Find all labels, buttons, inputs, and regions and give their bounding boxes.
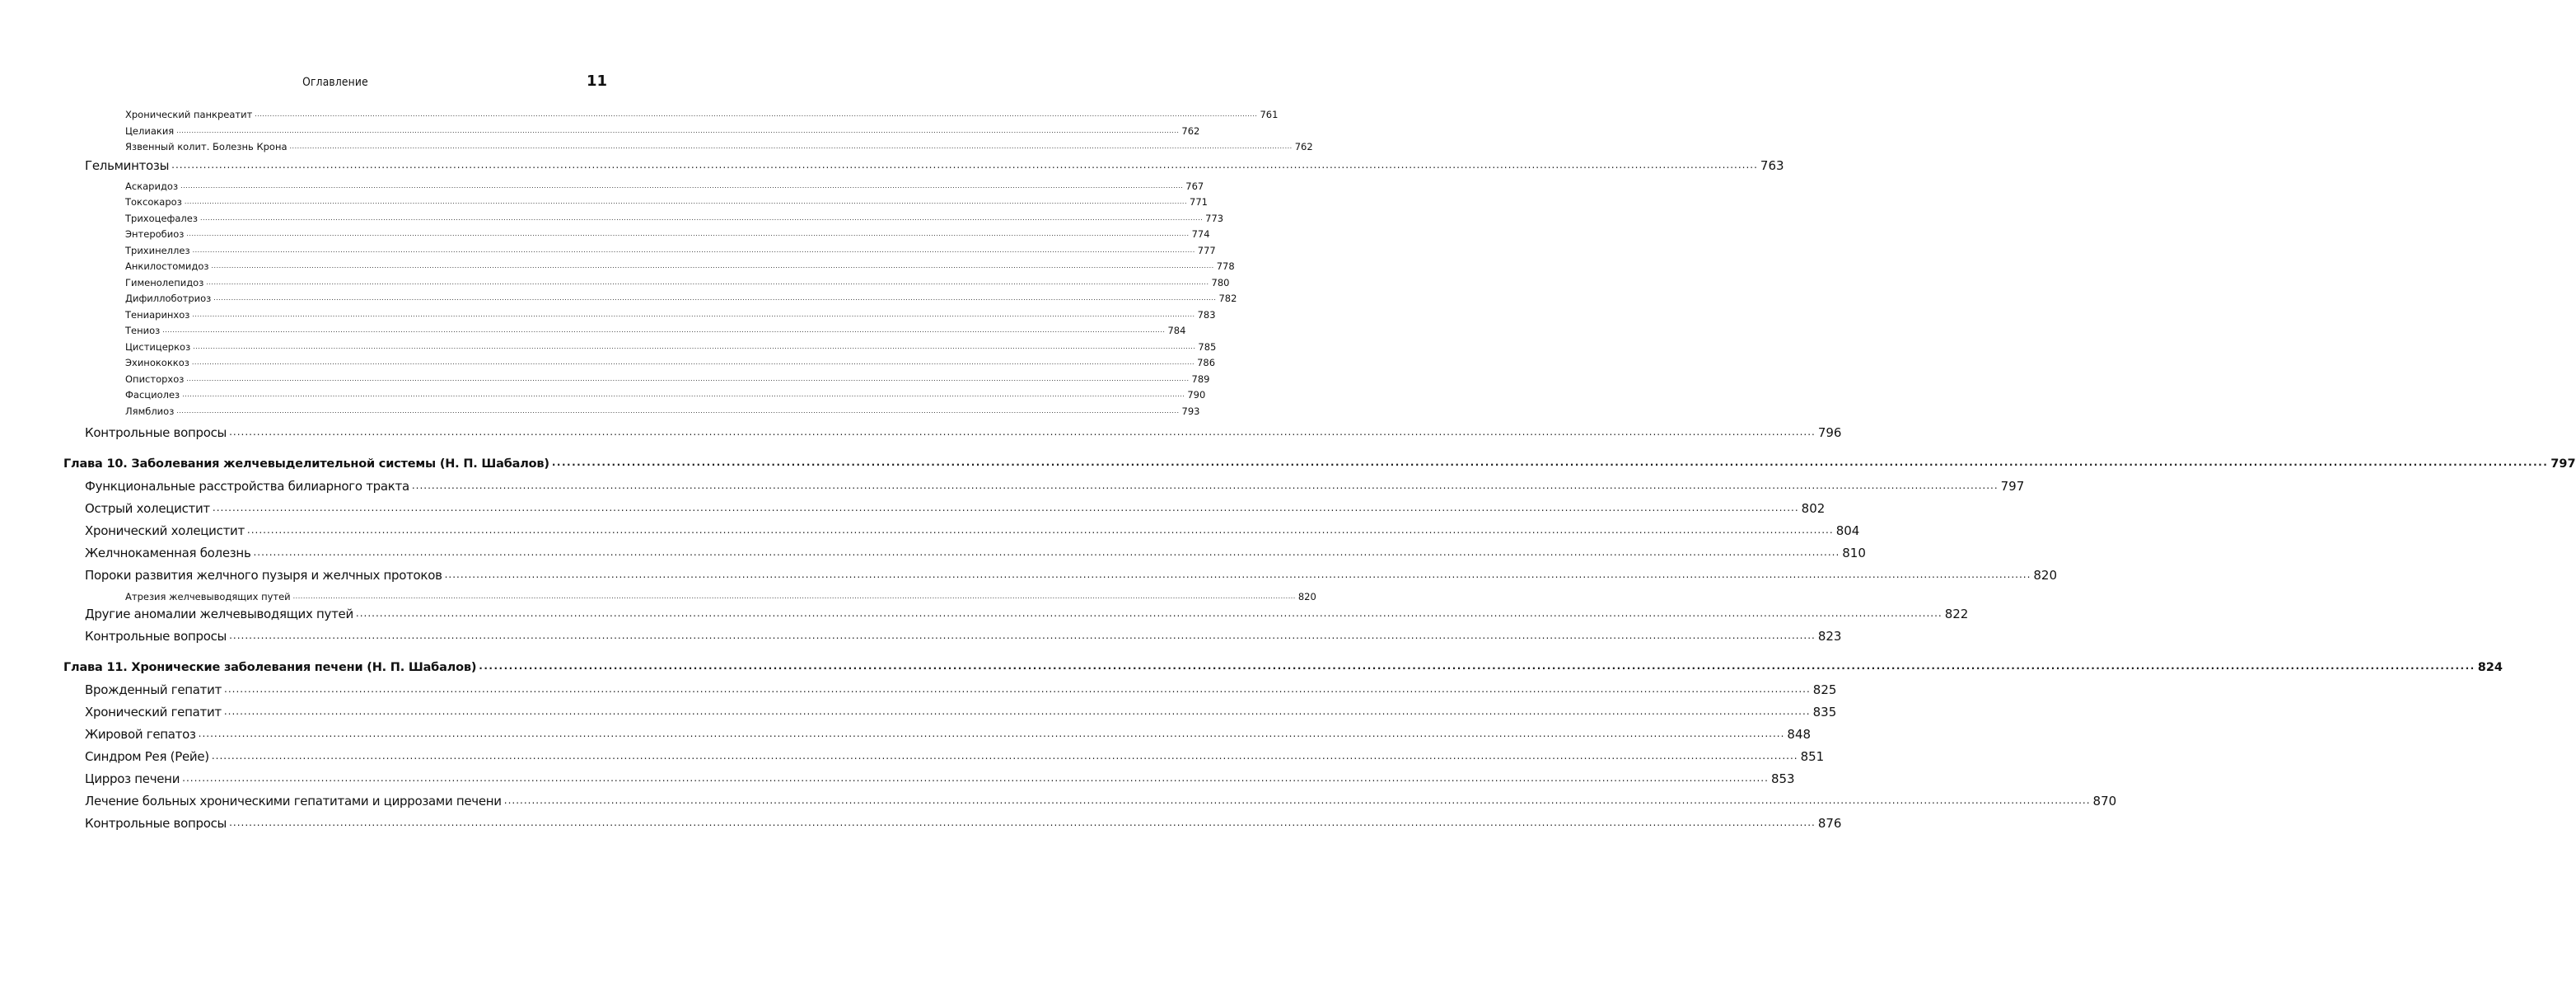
toc-entry-title: Контрольные вопросы [85,816,227,831]
toc-entry-page: 785 [1198,341,1217,353]
toc-entry [85,626,1842,644]
toc-entry-title: Желчнокаменная болезнь [85,546,251,560]
toc-entry [85,476,2025,494]
dot-leader: ................................................................................................................................................................................................................................................................................................................................................................................................................ [551,457,2549,468]
dot-leader: ................................................................................................................................................................................................................................................................................................................................................................................................................ [212,502,1799,513]
dot-leader: ................................................................................................................................................................................................................................................................................................................................................................................................................ [186,230,1190,237]
dot-leader: ................................................................................................................................................................................................................................................................................................................................................................................................................ [184,198,1187,205]
toc-entry-title: Язвенный колит. Болезнь Крона [125,141,288,152]
toc-entry-title: Лечение больных хроническими гепатитами и циррозами печени [85,794,502,809]
toc-entry [125,306,1216,321]
toc-entry-title: Другие аномалии желчевыводящих путей [85,607,353,621]
toc-entry [125,225,1210,240]
toc-entry-title: Трихинеллез [125,245,190,256]
toc-entry [85,422,1842,440]
toc-entry-page: 796 [1817,425,1842,440]
dot-leader: ................................................................................................................................................................................................................................................................................................................................................................................................................ [224,683,1811,695]
dot-leader: ................................................................................................................................................................................................................................................................................................................................................................................................................ [411,480,1999,491]
toc-entry-page: 797 [2000,479,2025,494]
toc-entry-title: Цистицеркоз [125,341,191,353]
toc-entry-title: Эхинококкоз [125,357,189,368]
toc-entry-page: 876 [1817,816,1842,831]
dot-leader: ................................................................................................................................................................................................................................................................................................................................................................................................................ [229,817,1816,828]
dot-leader: ................................................................................................................................................................................................................................................................................................................................................................................................................ [206,279,1209,286]
toc-entry-page: 773 [1205,213,1224,224]
dot-leader: ................................................................................................................................................................................................................................................................................................................................................................................................................ [289,143,1293,150]
toc-entry-title: Гельминтозы [85,158,170,173]
toc-entry [125,588,1316,602]
dot-leader: ................................................................................................................................................................................................................................................................................................................................................................................................................ [246,524,1834,536]
dot-leader: ................................................................................................................................................................................................................................................................................................................................................................................................................ [180,182,1184,190]
toc-entry-page: 784 [1167,325,1186,336]
toc-entry-page: 774 [1191,228,1210,240]
toc-entry-page: 782 [1218,293,1237,304]
toc-entry-title: Хронический панкреатит [125,109,253,120]
dot-leader: ................................................................................................................................................................................................................................................................................................................................................................................................................ [211,750,1798,762]
dot-leader: ................................................................................................................................................................................................................................................................................................................................................................................................................ [162,326,1166,334]
dot-leader: ................................................................................................................................................................................................................................................................................................................................................................................................................ [182,391,1185,398]
dot-leader: ................................................................................................................................................................................................................................................................................................................................................................................................................ [192,246,1195,254]
toc-entry-page: 783 [1197,309,1216,321]
toc-entry [85,603,1969,621]
toc-entry-page: 820 [1297,591,1316,602]
toc-entry-title: Хронический гепатит [85,705,222,719]
toc-entry [85,565,2058,583]
dot-leader: ................................................................................................................................................................................................................................................................................................................................................................................................................ [176,407,1180,415]
toc-entry [85,790,2117,809]
dot-leader: ................................................................................................................................................................................................................................................................................................................................................................................................................ [292,593,1296,600]
dot-leader: ................................................................................................................................................................................................................................................................................................................................................................................................................ [253,546,1840,558]
toc-chapter-entry [63,452,2576,471]
dot-leader: ................................................................................................................................................................................................................................................................................................................................................................................................................ [186,375,1190,382]
toc-entry [125,177,1204,192]
toc-entry [125,209,1224,224]
toc-entry-page: 853 [1770,771,1795,786]
toc-entry-page: 810 [1842,546,1866,560]
dot-leader: ................................................................................................................................................................................................................................................................................................................................................................................................................ [479,660,2475,672]
toc-entry [85,520,1860,538]
toc-entry [125,386,1206,401]
toc-entry [85,498,1826,516]
toc-entry-title: Трихоцефалез [125,213,198,224]
toc-entry-page: 824 [2477,661,2503,674]
dot-leader: ................................................................................................................................................................................................................................................................................................................................................................................................................ [444,569,2031,580]
toc-entry-title: Гименолепидоз [125,277,204,288]
toc-entry-page: 797 [2550,457,2576,471]
toc-entry-title: Функциональные расстройства билиарного тракта [85,479,409,494]
toc-entry-page: 771 [1190,196,1208,208]
page-header [63,73,607,92]
toc-entry-title: Контрольные вопросы [85,629,227,644]
toc-entry [125,338,1217,353]
dot-leader: ................................................................................................................................................................................................................................................................................................................................................................................................................ [211,262,1214,270]
toc-entry [125,257,1235,272]
toc-entry-page: 762 [1181,125,1200,137]
dot-leader: ................................................................................................................................................................................................................................................................................................................................................................................................................ [355,607,1943,619]
toc-entry [125,289,1237,304]
toc-entry-title: Жировой гепатоз [85,727,196,742]
toc-entry [85,768,1795,786]
dot-leader: ................................................................................................................................................................................................................................................................................................................................................................................................................ [199,214,1204,222]
dot-leader: ................................................................................................................................................................................................................................................................................................................................................................................................................ [198,728,1785,739]
dot-leader: ................................................................................................................................................................................................................................................................................................................................................................................................................ [192,311,1195,318]
toc-entry [125,105,1279,120]
toc-entry-title: Врожденный гепатит [85,682,222,697]
toc-entry-page: 848 [1787,727,1812,742]
toc-entry-title: Аскаридоз [125,180,179,192]
toc-entry-title: Дифиллоботриоз [125,293,212,304]
toc-entry [125,274,1230,288]
toc-entry-page: 793 [1181,405,1200,417]
toc-entry-title: Контрольные вопросы [85,425,227,440]
toc-entry-title: Хронический холецистит [85,523,245,538]
toc-entry [125,321,1186,336]
dot-leader: ................................................................................................................................................................................................................................................................................................................................................................................................................ [171,159,1758,171]
toc-entry-title: Цирроз печени [85,771,180,786]
toc-entry-page: 767 [1185,180,1204,192]
dot-leader: ................................................................................................................................................................................................................................................................................................................................................................................................................ [213,294,1217,302]
toc-entry [85,813,1842,831]
page-number: 11 [586,73,607,90]
toc-entry [125,193,1208,208]
toc-entry [125,402,1200,417]
toc-entry-page: 786 [1197,357,1216,368]
toc-entry-page: 780 [1211,277,1230,288]
toc-entry-title: Токсокароз [125,196,182,208]
dot-leader: ................................................................................................................................................................................................................................................................................................................................................................................................................ [182,772,1769,784]
dot-leader: ................................................................................................................................................................................................................................................................................................................................................................................................................ [191,359,1195,366]
toc-entry-page: 761 [1260,109,1279,120]
toc-entry-title: Анкилостомидоз [125,260,209,272]
running-title: Оглавление [302,76,368,89]
toc-entry [125,354,1216,368]
toc-entry-page: 835 [1812,705,1837,719]
toc-entry [85,746,1825,764]
toc-entry-title: Энтеробиоз [125,228,185,240]
toc-entry-page: 762 [1294,141,1313,152]
toc-entry [85,701,1837,719]
toc-entry-title: Пороки развития желчного пузыря и желчных протоков [85,568,442,583]
toc-entry-title: Описторхоз [125,373,185,385]
toc-entry-page: 820 [2033,568,2058,583]
toc-entry-page: 851 [1800,749,1825,764]
toc-entry-title: Синдром Рея (Рейе) [85,749,209,764]
dot-leader: ................................................................................................................................................................................................................................................................................................................................................................................................................ [176,127,1180,134]
toc-entry-page: 804 [1835,523,1860,538]
dot-leader: ................................................................................................................................................................................................................................................................................................................................................................................................................ [193,343,1196,350]
toc-entry-page: 802 [1801,501,1826,516]
toc-entry-title: Лямблиоз [125,405,175,417]
toc-entry [125,370,1210,385]
toc-entry [125,241,1216,256]
dot-leader: ................................................................................................................................................................................................................................................................................................................................................................................................................ [503,794,2091,806]
toc-entry-title: Фасциолез [125,389,180,401]
toc-entry-page: 778 [1216,260,1235,272]
toc-entry-title: Тениаринхоз [125,309,190,321]
toc-entry-page: 790 [1187,389,1206,401]
toc-entry [85,542,1866,560]
toc-entry-title: Целиакия [125,125,175,137]
toc-entry [125,138,1313,152]
toc-entry-title: Острый холецистит [85,501,210,516]
toc-entry-page: 823 [1817,629,1842,644]
toc-entry-page: 870 [2092,794,2117,809]
dot-leader: ................................................................................................................................................................................................................................................................................................................................................................................................................ [229,630,1816,641]
toc-entry [85,724,1812,742]
toc-entry [125,122,1200,137]
toc-entry-page: 789 [1191,373,1210,385]
toc-entry-title: Атрезия желчевыводящих путей [125,591,291,602]
toc-entry-title: Тениоз [125,325,161,336]
toc-entry [85,155,1784,173]
toc-entry-page: 822 [1944,607,1969,621]
dot-leader: ................................................................................................................................................................................................................................................................................................................................................................................................................ [229,426,1816,438]
dot-leader: ................................................................................................................................................................................................................................................................................................................................................................................................................ [255,110,1258,118]
toc-entry-title: Глава 11. Хронические заболевания печени (Н. П. Шабалов) [63,661,477,674]
toc-entry-page: 777 [1197,245,1216,256]
dot-leader: ................................................................................................................................................................................................................................................................................................................................................................................................................ [223,705,1811,717]
toc-entry-page: 825 [1812,682,1837,697]
toc-entry [85,679,1837,697]
toc-entry-title: Глава 10. Заболевания желчевыделительной системы (Н. П. Шабалов) [63,457,549,471]
toc-entry-page: 763 [1760,158,1784,173]
toc-chapter-entry [63,656,2503,674]
